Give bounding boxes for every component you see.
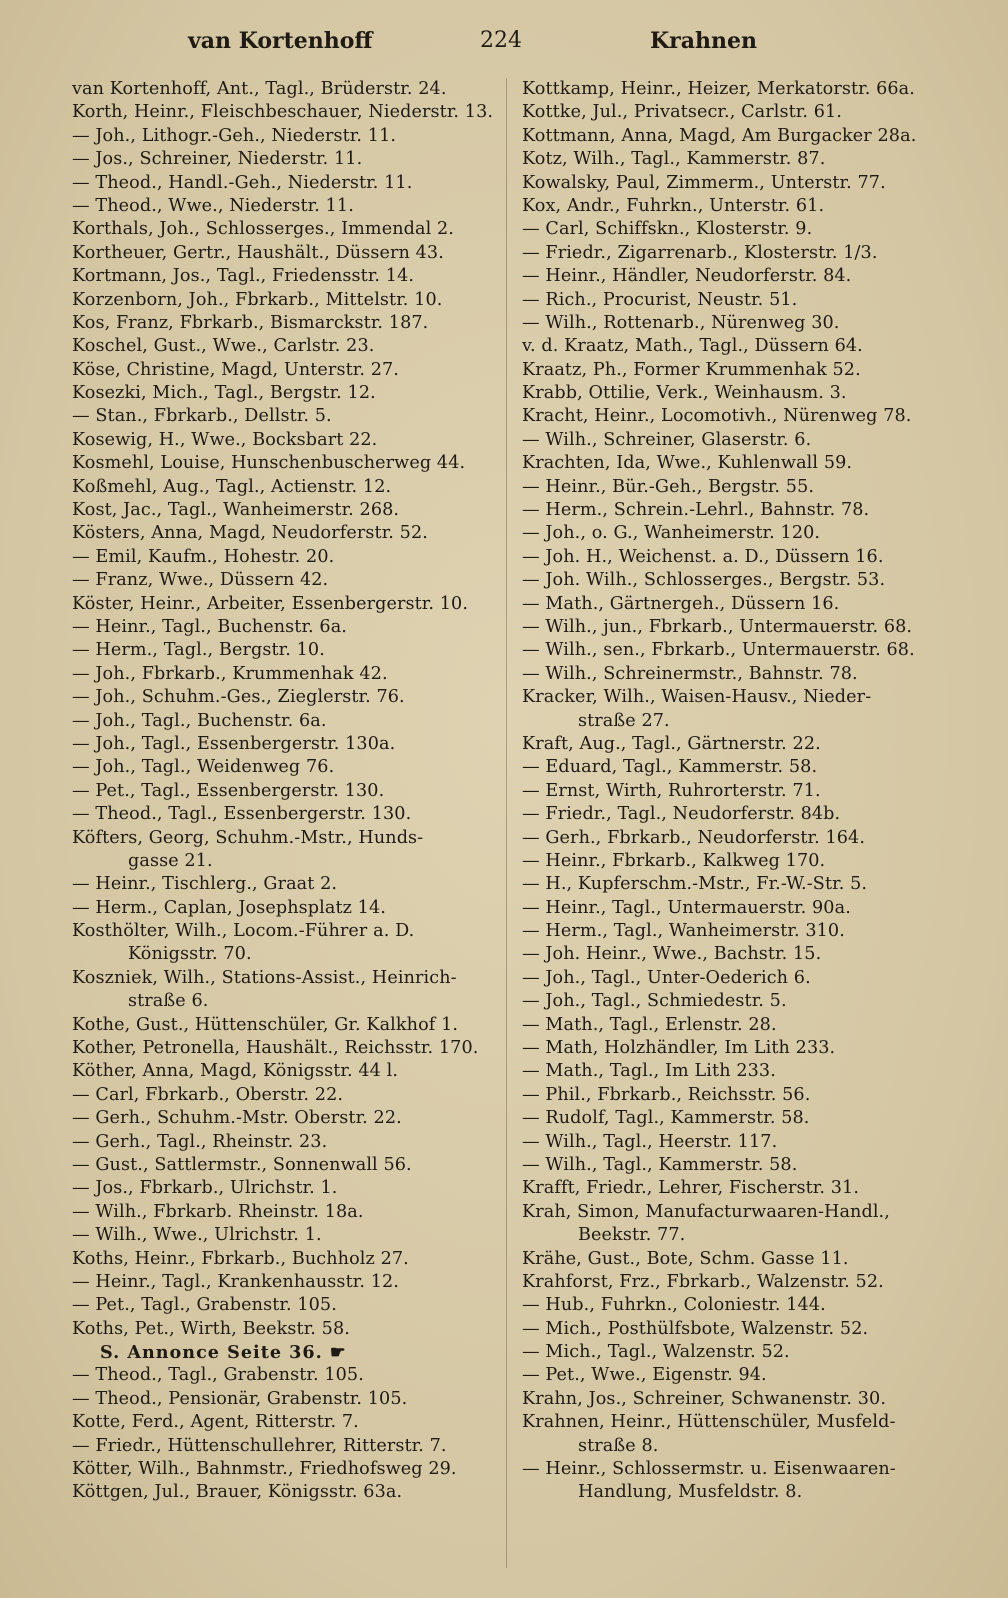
list-item: Kothe, Gust., Hüttenschüler, Gr. Kalkhof 1. [72,1014,459,1035]
list-item: — Heinr., Tagl., Krankenhausstr. 12. [72,1271,399,1292]
list-item: — Gerh., Fbrkarb., Neudorferstr. 164. [522,827,866,848]
list-item: — Joh., o. G., Wanheimerstr. 120. [522,523,821,544]
list-item: — Friedr., Tagl., Neudorferstr. 84b. [522,804,841,825]
list-item: — Heinr., Tagl., Untermauerstr. 90a. [522,897,851,918]
list-item: — Phil., Fbrkarb., Reichsstr. 56. [522,1084,811,1105]
list-item-continuation: straße 27. [578,710,670,731]
list-item: — Rich., Procurist, Neustr. 51. [522,289,798,310]
list-item: — Joh. H., Weichenst. a. D., Düssern 16. [522,546,884,567]
list-item: — Heinr., Tischlerg., Graat 2. [72,874,338,895]
list-item-continuation: straße 6. [128,991,209,1012]
list-item-continuation: Königsstr. 70. [128,944,252,965]
list-item: — Theod., Pensionär, Grabenstr. 105. [72,1388,408,1409]
list-item: — Herm., Caplan, Josephsplatz 14. [72,897,386,918]
list-item: v. d. Kraatz, Math., Tagl., Düssern 64. [522,336,863,357]
list-item: — Theod., Handl.-Geh., Niederstr. 11. [72,172,413,193]
list-item: — Joh. Heinr., Wwe., Bachstr. 15. [522,944,822,965]
list-item: — Math., Tagl., Im Lith 233. [522,1061,776,1082]
list-item: — Joh., Tagl., Weidenweg 76. [72,757,335,778]
list-item: Kötter, Wilh., Bahnmstr., Friedhofsweg 29. [72,1459,457,1480]
list-item: — Eduard, Tagl., Kammerstr. 58. [522,757,818,778]
list-item: Korthals, Joh., Schlosserges., Immendal 2. [72,219,454,240]
list-item: — Joh., Tagl., Unter-Oederich 6. [522,967,811,988]
list-item: — H., Kupferschm.-Mstr., Fr.-W.-Str. 5. [522,874,868,895]
list-item: — Herm., Schrein.-Lehrl., Bahnstr. 78. [522,500,870,521]
list-item: — Theod., Wwe., Niederstr. 11. [72,195,354,216]
list-item: — Pet., Tagl., Essenbergerstr. 130. [72,780,385,801]
list-item: — Ernst, Wirth, Ruhrorterstr. 71. [522,780,821,801]
list-item: — Wilh., Schreinermstr., Bahnstr. 78. [522,663,858,684]
list-item: — Heinr., Händler, Neudorferstr. 84. [522,266,852,287]
list-item: Köster, Heinr., Arbeiter, Essenbergerstr. 10. [72,593,469,614]
list-item: Kosewig, H., Wwe., Bocksbart 22. [72,429,378,450]
list-item: — Hub., Fuhrkn., Coloniestr. 144. [522,1295,826,1316]
column-divider [506,78,507,1568]
list-item: Kraft, Aug., Tagl., Gärtnerstr. 22. [522,733,821,754]
list-item: Kortheuer, Gertr., Haushält., Düssern 43. [72,242,444,263]
list-item: — Wilh., Rottenarb., Nürenweg 30. [522,312,840,333]
header-right-keyword: Krahnen [650,28,757,54]
list-item: Krahn, Jos., Schreiner, Schwanenstr. 30. [522,1388,887,1409]
list-item: — Theod., Tagl., Grabenstr. 105. [72,1365,364,1386]
header-left-keyword: van Kortenhoff [188,28,373,54]
list-item: — Wilh., Tagl., Kammerstr. 58. [522,1154,798,1175]
list-item: — Friedr., Zigarrenarb., Klosterstr. 1/3. [522,242,878,263]
list-item: — Stan., Fbrkarb., Dellstr. 5. [72,406,332,427]
list-item: Krah, Simon, Manufacturwaaren-Handl., [522,1201,890,1222]
list-item: Krähe, Gust., Bote, Schm. Gasse 11. [522,1248,849,1269]
list-item: Köther, Anna, Magd, Königsstr. 44 l. [72,1061,399,1082]
list-item: — Heinr., Bür.-Geh., Bergstr. 55. [522,476,815,497]
list-item: Kraatz, Ph., Former Krummenhak 52. [522,359,861,380]
list-item: — Heinr., Fbrkarb., Kalkweg 170. [522,850,826,871]
list-item: Köse, Christine, Magd, Unterstr. 27. [72,359,399,380]
list-item: Köttgen, Jul., Brauer, Königsstr. 63a. [72,1482,403,1503]
list-item: Kracker, Wilh., Waisen-Hausv., Nieder- [522,687,872,708]
list-item: — Pet., Tagl., Grabenstr. 105. [72,1295,337,1316]
list-item: — Heinr., Schlossermstr. u. Eisenwaaren- [522,1459,896,1480]
list-item: Koths, Heinr., Fbrkarb., Buchholz 27. [72,1248,409,1269]
list-item: — Wilh., jun., Fbrkarb., Untermauerstr. 68. [522,616,913,637]
list-item: Koths, Pet., Wirth, Beekstr. 58. [72,1318,350,1339]
list-item: — Mich., Tagl., Walzenstr. 52. [522,1342,790,1363]
left-column [72,78,512,1505]
list-item: Krahforst, Frz., Fbrkarb., Walzenstr. 52. [522,1271,884,1292]
list-item: Koszniek, Wilh., Stations-Assist., Heinrich- [72,967,457,988]
list-item: — Wilh., Schreiner, Glaserstr. 6. [522,429,812,450]
list-item: — Joh., Tagl., Buchenstr. 6a. [72,710,327,731]
list-item: Kos, Franz, Fbrkarb., Bismarckstr. 187. [72,312,429,333]
list-item: Kowalsky, Paul, Zimmerm., Unterstr. 77. [522,172,886,193]
list-item: — Joh., Tagl., Schmiedestr. 5. [522,991,787,1012]
list-item: — Herm., Tagl., Wanheimerstr. 310. [522,921,845,942]
list-item: Koßmehl, Aug., Tagl., Actienstr. 12. [72,476,392,497]
list-item: Kottmann, Anna, Magd, Am Burgacker 28a. [522,125,917,146]
list-item: Kosthölter, Wilh., Locom.-Führer a. D. [72,921,415,942]
list-item: Köfters, Georg, Schuhm.-Mstr., Hunds- [72,827,424,848]
list-item: — Joh., Lithogr.-Geh., Niederstr. 11. [72,125,397,146]
list-item: — Gerh., Tagl., Rheinstr. 23. [72,1131,328,1152]
list-item-continuation: Beekstr. 77. [578,1225,686,1246]
list-item: — Math., Gärtnergeh., Düssern 16. [522,593,840,614]
list-item: — Herm., Tagl., Bergstr. 10. [72,640,325,661]
list-item: — Wilh., Wwe., Ulrichstr. 1. [72,1225,322,1246]
page-header [0,28,1008,64]
list-item: — Joh. Wilh., Schlosserges., Bergstr. 53. [522,570,886,591]
right-column [522,78,962,1505]
list-item: Kost, Jac., Tagl., Wanheimerstr. 268. [72,500,400,521]
list-item: Kracht, Heinr., Locomotivh., Nürenweg 78. [522,406,912,427]
list-item-continuation: Handlung, Musfeldstr. 8. [578,1482,803,1503]
list-item: — Carl, Schiffskn., Klosterstr. 9. [522,219,813,240]
list-item: Kösters, Anna, Magd, Neudorferstr. 52. [72,523,428,544]
list-item: Kotte, Ferd., Agent, Ritterstr. 7. [72,1412,359,1433]
list-item-continuation: straße 8. [578,1435,659,1456]
list-item: — Pet., Wwe., Eigenstr. 94. [522,1365,767,1386]
list-item: — Joh., Tagl., Essenbergerstr. 130a. [72,733,396,754]
list-item: Kox, Andr., Fuhrkn., Unterstr. 61. [522,195,825,216]
list-item: — Math, Holzhändler, Im Lith 233. [522,1038,836,1059]
list-item: Krafft, Friedr., Lehrer, Fischerstr. 31. [522,1178,860,1199]
list-item: — Joh., Fbrkarb., Krummenhak 42. [72,663,388,684]
list-item: — Jos., Schreiner, Niederstr. 11. [72,149,363,170]
list-item: — Carl, Fbrkarb., Oberstr. 22. [72,1084,344,1105]
list-item: — Wilh., sen., Fbrkarb., Untermauerstr. 68. [522,640,915,661]
list-item: Kosmehl, Louise, Hunschenbuscherweg 44. [72,453,466,474]
list-item: — Joh., Schuhm.-Ges., Zieglerstr. 76. [72,687,405,708]
list-item: Kottke, Jul., Privatsecr., Carlstr. 61. [522,102,843,123]
list-item: Kortmann, Jos., Tagl., Friedensstr. 14. [72,266,415,287]
list-item: — Franz, Wwe., Düssern 42. [72,570,329,591]
list-item: Krahnen, Heinr., Hüttenschüler, Musfeld- [522,1412,896,1433]
list-item: Korzenborn, Joh., Fbrkarb., Mittelstr. 10. [72,289,443,310]
list-item-continuation: gasse 21. [128,850,213,871]
list-item: Kother, Petronella, Haushält., Reichsstr. 170. [72,1038,479,1059]
list-item: — Mich., Posthülfsbote, Walzenstr. 52. [522,1318,869,1339]
list-item: Krachten, Ida, Wwe., Kuhlenwall 59. [522,453,853,474]
list-item: — Math., Tagl., Erlenstr. 28. [522,1014,777,1035]
list-item: Krabb, Ottilie, Verk., Weinhausm. 3. [522,383,847,404]
list-item: van Kortenhoff, Ant., Tagl., Brüderstr. 24. [72,79,447,99]
list-item: — Wilh., Tagl., Heerstr. 117. [522,1131,778,1152]
list-item: — Heinr., Tagl., Buchenstr. 6a. [72,616,348,637]
list-item: — Wilh., Fbrkarb. Rheinstr. 18a. [72,1201,364,1222]
list-item: — Gust., Sattlermstr., Sonnenwall 56. [72,1154,412,1175]
list-item: Korth, Heinr., Fleischbeschauer, Niederstr. 13. [72,102,494,123]
list-item: — Jos., Fbrkarb., Ulrichstr. 1. [72,1178,338,1199]
advertisement-note: S. Annonce Seite 36. ☛ [100,1342,347,1364]
list-item: — Rudolf, Tagl., Kammerstr. 58. [522,1108,810,1129]
list-item: — Gerh., Schuhm.-Mstr. Oberstr. 22. [72,1108,402,1129]
list-item: Kosezki, Mich., Tagl., Bergstr. 12. [72,383,376,404]
list-item: Koschel, Gust., Wwe., Carlstr. 23. [72,336,375,357]
list-item: — Friedr., Hüttenschullehrer, Ritterstr. 7. [72,1435,447,1456]
list-item: — Theod., Tagl., Essenbergerstr. 130. [72,804,412,825]
list-item: Kotz, Wilh., Tagl., Kammerstr. 87. [522,149,826,170]
list-item: — Emil, Kaufm., Hohestr. 20. [72,546,335,567]
page-number: 224 [480,28,522,53]
list-item: Kottkamp, Heinr., Heizer, Merkatorstr. 66a. [522,79,915,99]
